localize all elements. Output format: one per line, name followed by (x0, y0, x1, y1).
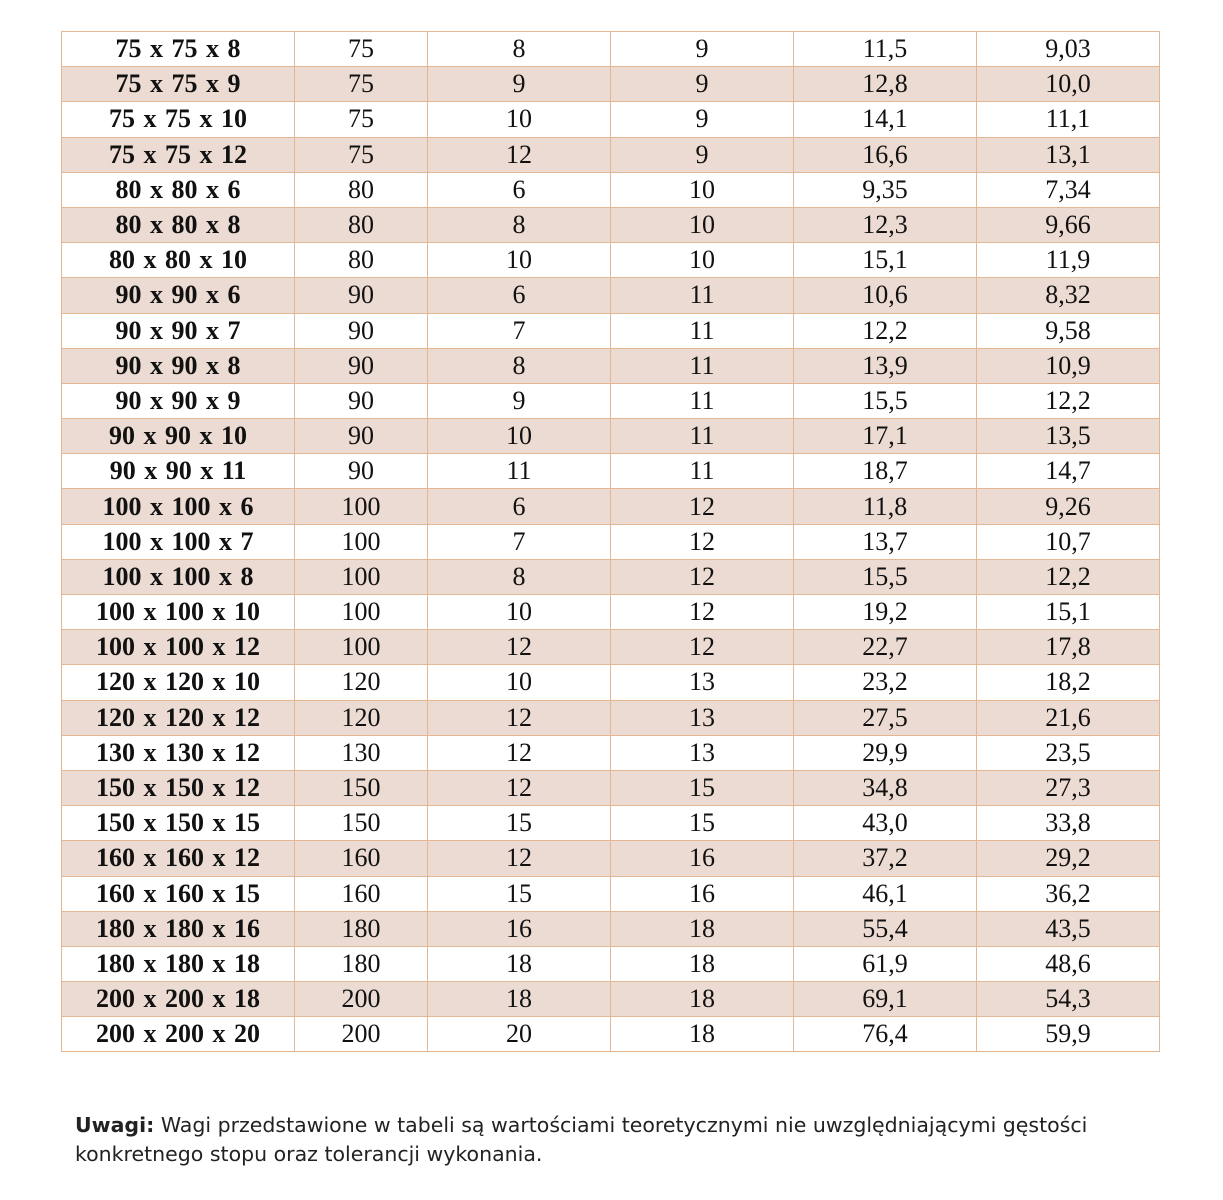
cell-area: 9,35 (794, 172, 977, 207)
cell-thickness: 9 (428, 67, 611, 102)
cell-weight: 14,7 (977, 454, 1160, 489)
cell-radius: 13 (611, 665, 794, 700)
cell-radius: 11 (611, 419, 794, 454)
cell-width: 90 (295, 278, 428, 313)
cell-radius: 12 (611, 559, 794, 594)
cell-thickness: 15 (428, 806, 611, 841)
table-row (62, 207, 1160, 242)
cell-area: 14,1 (794, 102, 977, 137)
cell-area: 12,2 (794, 313, 977, 348)
table-row (62, 489, 1160, 524)
table-row (62, 383, 1160, 418)
cell-weight: 9,26 (977, 489, 1160, 524)
cell-area: 29,9 (794, 735, 977, 770)
cell-radius: 9 (611, 32, 794, 67)
table-row (62, 32, 1160, 67)
cell-weight: 27,3 (977, 770, 1160, 805)
cell-radius: 11 (611, 454, 794, 489)
cell-area: 15,5 (794, 383, 977, 418)
cell-weight: 10,7 (977, 524, 1160, 559)
cell-profile: 75 x 75 x 9 (62, 67, 295, 102)
cell-thickness: 12 (428, 841, 611, 876)
cell-weight: 13,5 (977, 419, 1160, 454)
cell-area: 12,8 (794, 67, 977, 102)
cell-width: 150 (295, 770, 428, 805)
cell-thickness: 20 (428, 1017, 611, 1052)
cell-width: 75 (295, 32, 428, 67)
cell-radius: 11 (611, 348, 794, 383)
cell-area: 12,3 (794, 207, 977, 242)
cell-weight: 11,1 (977, 102, 1160, 137)
cell-profile: 90 x 90 x 9 (62, 383, 295, 418)
table-row (62, 243, 1160, 278)
cell-thickness: 11 (428, 454, 611, 489)
cell-thickness: 10 (428, 595, 611, 630)
cell-radius: 10 (611, 243, 794, 278)
cell-area: 27,5 (794, 700, 977, 735)
table-row (62, 946, 1160, 981)
cell-width: 100 (295, 595, 428, 630)
cell-weight: 29,2 (977, 841, 1160, 876)
cell-area: 11,8 (794, 489, 977, 524)
table-row (62, 876, 1160, 911)
cell-area: 46,1 (794, 876, 977, 911)
cell-radius: 18 (611, 1017, 794, 1052)
cell-profile: 80 x 80 x 8 (62, 207, 295, 242)
cell-thickness: 8 (428, 348, 611, 383)
cell-area: 10,6 (794, 278, 977, 313)
cell-width: 180 (295, 911, 428, 946)
cell-width: 150 (295, 806, 428, 841)
cell-width: 80 (295, 172, 428, 207)
cell-width: 90 (295, 419, 428, 454)
cell-thickness: 8 (428, 559, 611, 594)
cell-width: 75 (295, 67, 428, 102)
cell-width: 100 (295, 524, 428, 559)
cell-profile: 150 x 150 x 15 (62, 806, 295, 841)
cell-width: 120 (295, 700, 428, 735)
cell-radius: 9 (611, 67, 794, 102)
table-row (62, 806, 1160, 841)
table-row (62, 67, 1160, 102)
cell-thickness: 15 (428, 876, 611, 911)
cell-weight: 13,1 (977, 137, 1160, 172)
cell-thickness: 12 (428, 630, 611, 665)
cell-profile: 75 x 75 x 8 (62, 32, 295, 67)
cell-profile: 100 x 100 x 7 (62, 524, 295, 559)
cell-profile: 100 x 100 x 10 (62, 595, 295, 630)
table-body (62, 32, 1160, 1052)
cell-area: 22,7 (794, 630, 977, 665)
cell-radius: 12 (611, 524, 794, 559)
cell-width: 75 (295, 137, 428, 172)
table-row (62, 735, 1160, 770)
cell-thickness: 12 (428, 137, 611, 172)
cell-thickness: 6 (428, 278, 611, 313)
cell-area: 69,1 (794, 982, 977, 1017)
cell-radius: 12 (611, 489, 794, 524)
cell-width: 200 (295, 982, 428, 1017)
cell-area: 19,2 (794, 595, 977, 630)
cell-weight: 8,32 (977, 278, 1160, 313)
cell-radius: 10 (611, 207, 794, 242)
cell-profile: 90 x 90 x 10 (62, 419, 295, 454)
cell-area: 76,4 (794, 1017, 977, 1052)
cell-thickness: 12 (428, 770, 611, 805)
cell-area: 13,7 (794, 524, 977, 559)
cell-width: 160 (295, 876, 428, 911)
cell-thickness: 10 (428, 102, 611, 137)
cell-area: 15,1 (794, 243, 977, 278)
cell-radius: 18 (611, 911, 794, 946)
cell-radius: 12 (611, 595, 794, 630)
cell-weight: 11,9 (977, 243, 1160, 278)
cell-weight: 18,2 (977, 665, 1160, 700)
cell-thickness: 10 (428, 665, 611, 700)
cell-profile: 90 x 90 x 6 (62, 278, 295, 313)
cell-weight: 15,1 (977, 595, 1160, 630)
table-row (62, 770, 1160, 805)
table-row (62, 137, 1160, 172)
angle-profile-table (61, 31, 1160, 1052)
cell-thickness: 7 (428, 313, 611, 348)
cell-profile: 100 x 100 x 6 (62, 489, 295, 524)
cell-thickness: 18 (428, 982, 611, 1017)
table-row (62, 524, 1160, 559)
notes-paragraph (75, 1111, 1135, 1169)
cell-width: 75 (295, 102, 428, 137)
table-row (62, 559, 1160, 594)
table-row (62, 172, 1160, 207)
cell-weight: 12,2 (977, 383, 1160, 418)
cell-profile: 200 x 200 x 18 (62, 982, 295, 1017)
cell-radius: 13 (611, 700, 794, 735)
cell-thickness: 6 (428, 172, 611, 207)
cell-radius: 11 (611, 383, 794, 418)
table-row (62, 595, 1160, 630)
cell-weight: 10,0 (977, 67, 1160, 102)
cell-thickness: 12 (428, 700, 611, 735)
cell-width: 100 (295, 630, 428, 665)
table-row (62, 700, 1160, 735)
table-row (62, 419, 1160, 454)
cell-profile: 80 x 80 x 6 (62, 172, 295, 207)
cell-weight: 21,6 (977, 700, 1160, 735)
cell-thickness: 8 (428, 207, 611, 242)
table-row (62, 1017, 1160, 1052)
cell-profile: 200 x 200 x 20 (62, 1017, 295, 1052)
table-row (62, 313, 1160, 348)
cell-width: 130 (295, 735, 428, 770)
cell-width: 180 (295, 946, 428, 981)
profile-table-container (61, 31, 1159, 1052)
cell-profile: 180 x 180 x 16 (62, 911, 295, 946)
cell-radius: 16 (611, 841, 794, 876)
cell-area: 11,5 (794, 32, 977, 67)
cell-profile: 150 x 150 x 12 (62, 770, 295, 805)
table-row (62, 102, 1160, 137)
cell-area: 61,9 (794, 946, 977, 981)
cell-radius: 15 (611, 770, 794, 805)
cell-area: 37,2 (794, 841, 977, 876)
cell-weight: 10,9 (977, 348, 1160, 383)
cell-thickness: 9 (428, 383, 611, 418)
cell-width: 90 (295, 313, 428, 348)
cell-width: 90 (295, 348, 428, 383)
cell-radius: 9 (611, 137, 794, 172)
cell-weight: 59,9 (977, 1017, 1160, 1052)
cell-profile: 160 x 160 x 12 (62, 841, 295, 876)
cell-area: 43,0 (794, 806, 977, 841)
cell-radius: 16 (611, 876, 794, 911)
table-row (62, 911, 1160, 946)
cell-radius: 10 (611, 172, 794, 207)
cell-weight: 7,34 (977, 172, 1160, 207)
cell-radius: 18 (611, 946, 794, 981)
table-row (62, 665, 1160, 700)
cell-profile: 75 x 75 x 10 (62, 102, 295, 137)
cell-thickness: 6 (428, 489, 611, 524)
cell-thickness: 8 (428, 32, 611, 67)
cell-weight: 17,8 (977, 630, 1160, 665)
cell-area: 23,2 (794, 665, 977, 700)
cell-width: 160 (295, 841, 428, 876)
cell-weight: 23,5 (977, 735, 1160, 770)
cell-profile: 90 x 90 x 11 (62, 454, 295, 489)
cell-thickness: 7 (428, 524, 611, 559)
cell-width: 90 (295, 383, 428, 418)
cell-weight: 43,5 (977, 911, 1160, 946)
table-row (62, 348, 1160, 383)
cell-weight: 9,66 (977, 207, 1160, 242)
cell-thickness: 18 (428, 946, 611, 981)
cell-width: 120 (295, 665, 428, 700)
cell-thickness: 16 (428, 911, 611, 946)
cell-profile: 120 x 120 x 10 (62, 665, 295, 700)
cell-width: 80 (295, 243, 428, 278)
table-row (62, 278, 1160, 313)
cell-area: 16,6 (794, 137, 977, 172)
table-row (62, 454, 1160, 489)
cell-profile: 120 x 120 x 12 (62, 700, 295, 735)
cell-area: 13,9 (794, 348, 977, 383)
cell-radius: 9 (611, 102, 794, 137)
cell-weight: 9,03 (977, 32, 1160, 67)
cell-area: 17,1 (794, 419, 977, 454)
cell-profile: 130 x 130 x 12 (62, 735, 295, 770)
cell-weight: 33,8 (977, 806, 1160, 841)
table-row (62, 630, 1160, 665)
cell-radius: 13 (611, 735, 794, 770)
cell-thickness: 12 (428, 735, 611, 770)
notes-text: Wagi przedstawione w tabeli są wartościami teoretycznymi nie uwzględniającymi gęstości konkretnego stopu oraz tolerancji wykonania. (75, 1113, 1088, 1166)
cell-radius: 18 (611, 982, 794, 1017)
cell-profile: 80 x 80 x 10 (62, 243, 295, 278)
cell-profile: 90 x 90 x 8 (62, 348, 295, 383)
cell-width: 100 (295, 559, 428, 594)
cell-profile: 100 x 100 x 12 (62, 630, 295, 665)
cell-weight: 48,6 (977, 946, 1160, 981)
notes-label: Uwagi: (75, 1113, 155, 1137)
cell-radius: 11 (611, 278, 794, 313)
cell-weight: 9,58 (977, 313, 1160, 348)
cell-weight: 12,2 (977, 559, 1160, 594)
cell-area: 34,8 (794, 770, 977, 805)
cell-radius: 12 (611, 630, 794, 665)
cell-area: 55,4 (794, 911, 977, 946)
table-row (62, 841, 1160, 876)
cell-profile: 180 x 180 x 18 (62, 946, 295, 981)
cell-radius: 11 (611, 313, 794, 348)
cell-profile: 75 x 75 x 12 (62, 137, 295, 172)
cell-width: 200 (295, 1017, 428, 1052)
cell-width: 80 (295, 207, 428, 242)
table-row (62, 982, 1160, 1017)
cell-weight: 54,3 (977, 982, 1160, 1017)
cell-radius: 15 (611, 806, 794, 841)
cell-area: 15,5 (794, 559, 977, 594)
cell-weight: 36,2 (977, 876, 1160, 911)
cell-thickness: 10 (428, 419, 611, 454)
cell-profile: 100 x 100 x 8 (62, 559, 295, 594)
cell-width: 100 (295, 489, 428, 524)
cell-width: 90 (295, 454, 428, 489)
cell-thickness: 10 (428, 243, 611, 278)
cell-profile: 160 x 160 x 15 (62, 876, 295, 911)
cell-area: 18,7 (794, 454, 977, 489)
cell-profile: 90 x 90 x 7 (62, 313, 295, 348)
